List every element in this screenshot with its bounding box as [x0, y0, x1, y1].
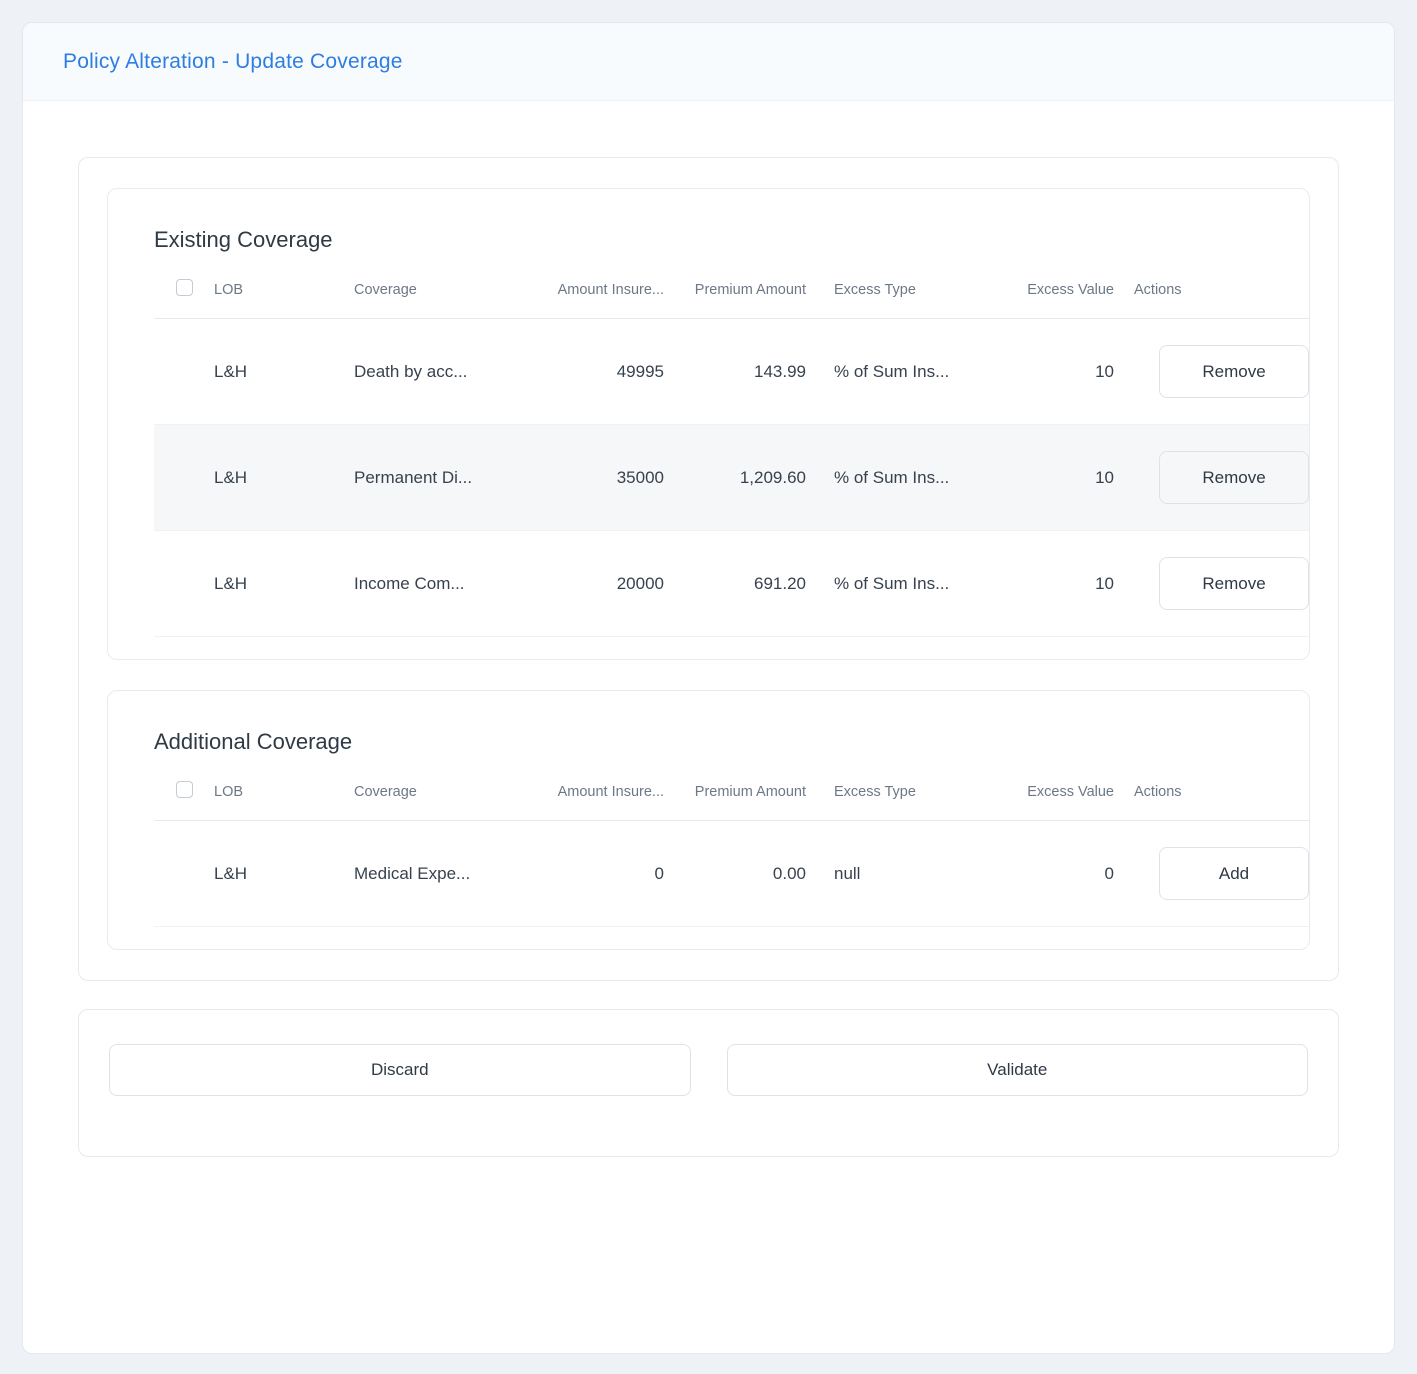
existing-coverage-table-head	[154, 279, 1309, 319]
remove-button[interactable]: Remove	[1159, 345, 1309, 398]
add-button[interactable]: Add	[1159, 847, 1309, 900]
column-header-lob: LOB	[214, 781, 354, 821]
row-select-cell	[154, 821, 214, 927]
cell-excess-type: % of Sum Ins...	[834, 319, 984, 425]
table-row	[154, 425, 1309, 531]
cell-amount-insured: 0	[539, 821, 684, 927]
select-all-header	[154, 781, 214, 821]
cell-premium-amount: 691.20	[684, 531, 834, 637]
additional-coverage-table-body	[154, 821, 1309, 927]
cell-actions	[1134, 425, 1309, 531]
column-header-actions: Actions	[1134, 279, 1309, 319]
application-window	[22, 22, 1395, 1354]
cell-amount-insured: 49995	[539, 319, 684, 425]
cell-excess-type: % of Sum Ins...	[834, 531, 984, 637]
cell-premium-amount: 143.99	[684, 319, 834, 425]
column-header-premium-amount: Premium Amount	[684, 279, 834, 319]
additional-coverage-table-head	[154, 781, 1309, 821]
page-header	[23, 23, 1394, 101]
column-header-coverage: Coverage	[354, 781, 539, 821]
column-header-actions: Actions	[1134, 781, 1309, 821]
footer-actions	[78, 1009, 1339, 1157]
cell-actions	[1134, 531, 1309, 637]
cell-coverage: Medical Expe...	[354, 821, 539, 927]
column-header-premium-amount: Premium Amount	[684, 781, 834, 821]
column-header-coverage: Coverage	[354, 279, 539, 319]
column-header-excess-type: Excess Type	[834, 781, 984, 821]
cell-excess-value: 10	[984, 319, 1134, 425]
validate-button[interactable]: Validate	[727, 1044, 1309, 1096]
cell-lob: L&H	[214, 821, 354, 927]
additional-coverage-title: Additional Coverage	[154, 729, 353, 754]
page-title: Policy Alteration - Update Coverage	[63, 49, 403, 73]
table-header-row	[154, 781, 1309, 821]
table-row	[154, 821, 1309, 927]
cell-excess-value: 10	[984, 425, 1134, 531]
select-all-header	[154, 279, 214, 319]
cell-coverage: Death by acc...	[354, 319, 539, 425]
row-select-cell	[154, 531, 214, 637]
column-header-amount-insured: Amount Insure...	[539, 781, 684, 821]
cell-premium-amount: 1,209.60	[684, 425, 834, 531]
cell-lob: L&H	[214, 319, 354, 425]
table-row	[154, 319, 1309, 425]
cell-excess-value: 10	[984, 531, 1134, 637]
discard-button[interactable]: Discard	[109, 1044, 691, 1096]
cell-coverage: Income Com...	[354, 531, 539, 637]
cell-amount-insured: 20000	[539, 531, 684, 637]
cell-lob: L&H	[214, 531, 354, 637]
cell-excess-type: null	[834, 821, 984, 927]
select-all-checkbox[interactable]	[176, 781, 193, 798]
additional-coverage-table	[154, 781, 1309, 927]
cell-actions	[1134, 821, 1309, 927]
coverage-container	[78, 157, 1339, 981]
column-header-lob: LOB	[214, 279, 354, 319]
column-header-excess-value: Excess Value	[984, 279, 1134, 319]
existing-coverage-table-body	[154, 319, 1309, 637]
row-select-cell	[154, 425, 214, 531]
cell-excess-type: % of Sum Ins...	[834, 425, 984, 531]
existing-coverage-table	[154, 279, 1309, 637]
column-header-amount-insured: Amount Insure...	[539, 279, 684, 319]
row-select-cell	[154, 319, 214, 425]
existing-coverage-title: Existing Coverage	[154, 227, 333, 252]
table-header-row	[154, 279, 1309, 319]
additional-coverage-panel	[107, 690, 1310, 950]
cell-excess-value: 0	[984, 821, 1134, 927]
existing-coverage-panel	[107, 188, 1310, 660]
cell-premium-amount: 0.00	[684, 821, 834, 927]
remove-button[interactable]: Remove	[1159, 451, 1309, 504]
cell-coverage: Permanent Di...	[354, 425, 539, 531]
page-content	[23, 101, 1394, 1157]
cell-lob: L&H	[214, 425, 354, 531]
cell-amount-insured: 35000	[539, 425, 684, 531]
remove-button[interactable]: Remove	[1159, 557, 1309, 610]
table-row	[154, 531, 1309, 637]
cell-actions	[1134, 319, 1309, 425]
column-header-excess-type: Excess Type	[834, 279, 984, 319]
column-header-excess-value: Excess Value	[984, 781, 1134, 821]
select-all-checkbox[interactable]	[176, 279, 193, 296]
